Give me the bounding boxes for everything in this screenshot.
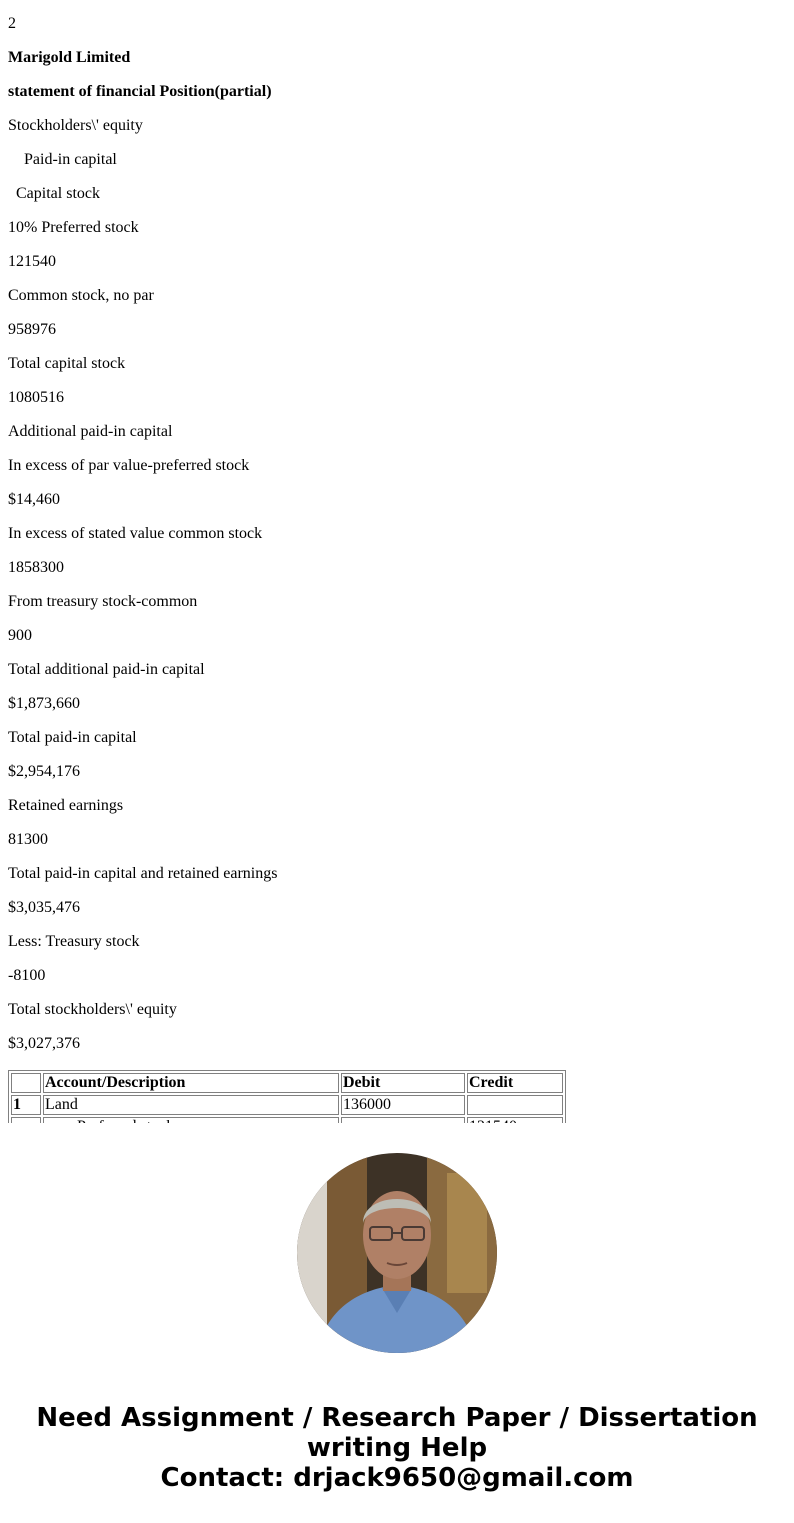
company-name: Marigold Limited	[8, 49, 131, 66]
statement-title: statement of financial Position(partial)	[8, 83, 272, 100]
equity-line-3: 10% Preferred stock	[8, 219, 139, 236]
equity-lines	[8, 102, 786, 1054]
credit-cell	[467, 1095, 563, 1115]
equity-line-11: $14,460	[8, 491, 60, 508]
equity-line-24: Less: Treasury stock	[8, 933, 140, 950]
col-header-credit: Credit	[467, 1073, 563, 1093]
col-header-num	[11, 1073, 41, 1093]
equity-line-19: $2,954,176	[8, 763, 80, 780]
equity-line-1: Paid-in capital	[8, 151, 117, 168]
col-header-account: Account/Description	[43, 1073, 339, 1093]
promo-line-2: writing Help	[306, 1433, 488, 1463]
account-cell: Land	[43, 1095, 339, 1115]
equity-line-20: Retained earnings	[8, 797, 124, 814]
promo-contact: Contact: drjack9650@gmail.com	[160, 1463, 634, 1493]
person-photo-icon	[297, 1153, 497, 1353]
equity-line-25: -8100	[8, 967, 46, 984]
equity-line-4: 121540	[8, 253, 56, 270]
table-header-row	[11, 1073, 563, 1093]
equity-line-13: 1858300	[8, 559, 64, 576]
equity-line-14: From treasury stock-common	[8, 593, 198, 610]
entry-number: 1	[11, 1095, 41, 1115]
equity-line-18: Total paid-in capital	[8, 729, 137, 746]
equity-line-6: 958976	[8, 321, 56, 338]
avatar	[297, 1153, 497, 1353]
equity-line-7: Total capital stock	[8, 355, 126, 372]
table-row	[11, 1095, 563, 1115]
equity-line-21: 81300	[8, 831, 48, 848]
equity-line-5: Common stock, no par	[8, 287, 154, 304]
equity-line-9: Additional paid-in capital	[8, 423, 173, 440]
equity-line-22: Total paid-in capital and retained earnings	[8, 865, 278, 882]
equity-line-0: Stockholders\' equity	[8, 117, 143, 134]
equity-line-10: In excess of par value-preferred stock	[8, 457, 250, 474]
equity-line-26: Total stockholders\' equity	[8, 1001, 177, 1018]
debit-cell: 136000	[341, 1095, 465, 1115]
equity-line-15: 900	[8, 627, 32, 644]
equity-line-17: $1,873,660	[8, 695, 80, 712]
equity-line-16: Total additional paid-in capital	[8, 661, 205, 678]
page-number: 2	[8, 15, 16, 32]
promo-banner	[0, 1403, 794, 1493]
equity-line-8: 1080516	[8, 389, 64, 406]
document-body	[8, 0, 786, 1054]
equity-line-27: $3,027,376	[8, 1035, 80, 1052]
equity-line-12: In excess of stated value common stock	[8, 525, 263, 542]
equity-line-23: $3,035,476	[8, 899, 80, 916]
promo-line-1: Need Assignment / Research Paper / Dissertation	[36, 1403, 758, 1433]
equity-line-2: Capital stock	[8, 185, 100, 202]
col-header-debit: Debit	[341, 1073, 465, 1093]
